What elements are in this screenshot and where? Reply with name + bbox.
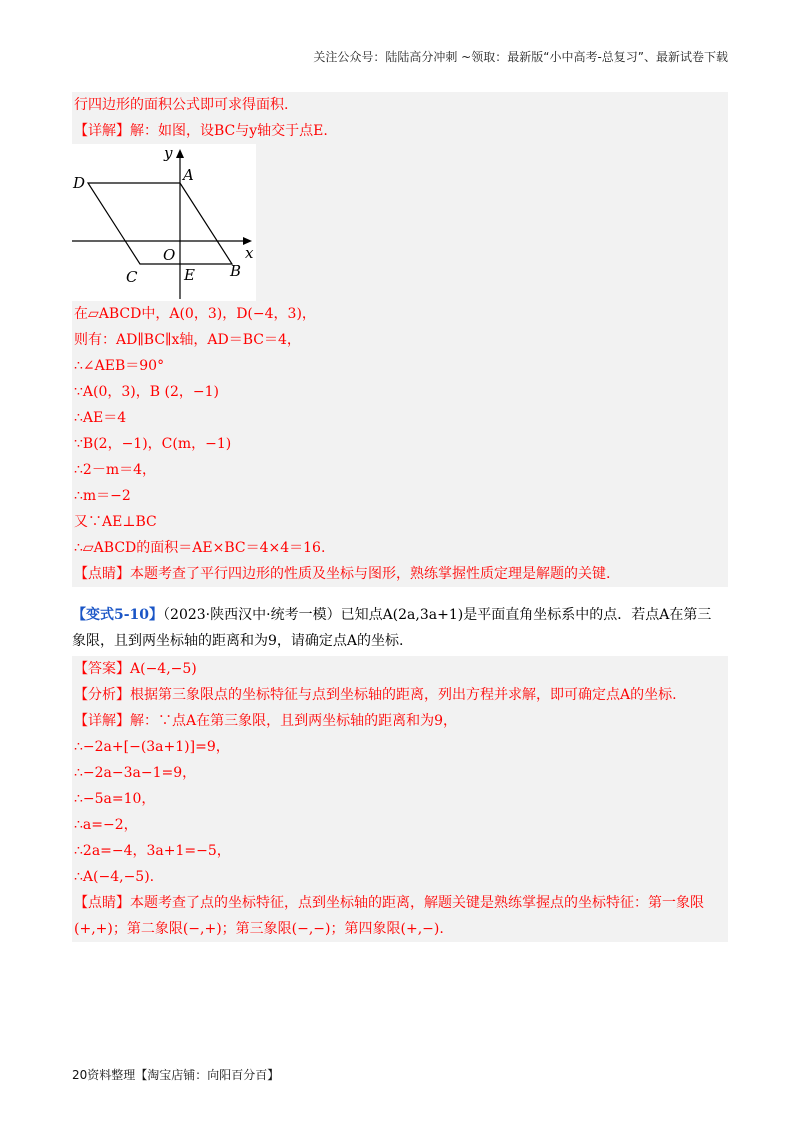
text-line: ∴∠AEB＝90°: [74, 358, 165, 374]
text-line: ∴a=−2，: [74, 817, 138, 833]
note-line: (+,+)；第二象限(−,+)；第三象限(−,−)；第四象限(+,−).: [74, 921, 444, 937]
solution-block-1: [72, 92, 728, 587]
text-line: 【点睛】本题考查了平行四边形的性质及坐标与图形，熟练掌握性质定理是解题的关键.: [74, 566, 611, 582]
label-y: y: [164, 144, 173, 162]
note-line: 【点睛】本题考查了点的坐标特征，点到坐标轴的距离，解题关键是熟练掌握点的坐标特征：第一象限: [74, 895, 704, 911]
label-e: E: [184, 266, 195, 284]
solution-block-2: [72, 656, 728, 942]
text-line: 在▱ABCD中，A(0，3)，D(−4，3)，: [74, 306, 316, 322]
label-b: B: [230, 262, 242, 280]
page-header: 关注公众号：陆陆高分冲刺 ~领取：最新版“小中高考-总复习”、最新试卷下载: [313, 50, 728, 64]
page-footer: 20资料整理【淘宝店铺：向阳百分百】: [72, 1068, 280, 1082]
variant-tag: 【变式5-10】: [72, 607, 164, 623]
label-x: x: [245, 244, 254, 262]
text-line: ∴−2a+[−(3a+1)]=9，: [74, 739, 230, 755]
text-line: ∴2－m＝4，: [74, 462, 156, 478]
y-axis-arrow: [176, 149, 184, 158]
figure-container: [72, 144, 728, 301]
text-line: ∴A(−4,−5).: [74, 869, 155, 885]
text-line: ∴AE＝4: [74, 410, 127, 426]
variant-line-1: （2023·陕西汉中·统考一模）已知点A(2a,3a+1)是平面直角坐标系中的点．若点A在第三: [163, 607, 712, 623]
parallelogram-figure: [72, 144, 256, 301]
text-line: ∴▱ABCD的面积＝AE×BC＝4×4＝16.: [74, 540, 326, 556]
text-line: ∴−2a−3a−1=9，: [74, 765, 197, 781]
parallelogram-abcd: [88, 183, 232, 264]
text-line: 又∵AE⊥BC: [74, 514, 157, 530]
label-c: C: [126, 268, 138, 286]
text-line: 行四边形的面积公式即可求得面积.: [74, 97, 289, 113]
label-d: D: [73, 174, 86, 192]
text-line: 【详解】解：∵点A在第三象限，且到两坐标轴的距离和为9，: [74, 713, 458, 729]
label-a: A: [183, 166, 194, 184]
text-line: 则有：AD∥BC∥x轴，AD＝BC＝4，: [74, 332, 301, 348]
label-o: O: [163, 246, 176, 264]
text-line: ∵B(2，−1)，C(m，−1): [74, 436, 232, 452]
text-line: ∴−5a=10，: [74, 791, 156, 807]
text-line: ∴2a=−4，3a+1=−5，: [74, 843, 231, 859]
variant-question: [72, 602, 728, 654]
text-line: ∵A(0，3)，B (2，−1): [74, 384, 219, 400]
analysis-line: 【分析】根据第三象限点的坐标特征与点到坐标轴的距离，列出方程并求解，即可确定点A的坐标.: [74, 687, 677, 703]
text-line: ∴m＝−2: [74, 488, 131, 504]
text-line: 【详解】解：如图，设BC与y轴交于点E.: [74, 123, 328, 139]
variant-line-2: 象限，且到两坐标轴的距离和为9，请确定点A的坐标.: [72, 633, 404, 649]
answer-line: 【答案】A(−4,−5): [74, 661, 197, 677]
